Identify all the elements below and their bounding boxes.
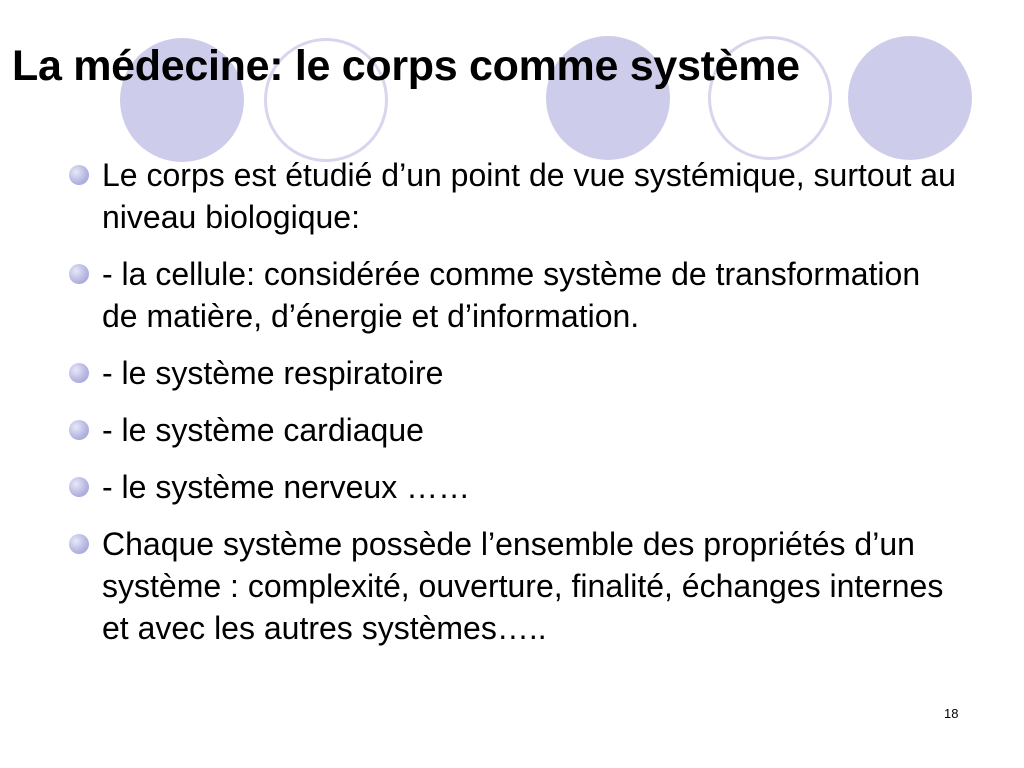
bullet-item [0,523,1024,649]
bullet-item [0,253,1024,337]
bullet-dot-icon [69,534,89,554]
bullet-text: - la cellule: considérée comme système de transformation de matière, d’énergie et d’information. [102,256,921,334]
bullet-dot-icon [69,363,89,383]
bullet-item [0,154,1024,238]
bullet-dot-icon [69,264,89,284]
slide-title: La médecine: le corps comme système [12,42,800,90]
bullet-dot-icon [69,420,89,440]
bullet-text: Le corps est étudié d’un point de vue systémique, surtout au niveau biologique: [102,157,956,235]
bullet-item [0,409,1024,451]
bullet-text: - le système cardiaque [102,412,424,448]
bullet-item [0,466,1024,508]
bullet-text: Chaque système possède l’ensemble des propriétés d’un système : complexité, ouverture, finalité, échanges internes et avec les autres systèmes….. [102,526,944,646]
page-number: 18 [944,706,959,721]
decorative-circle-3 [848,36,972,160]
bullet-item [0,352,1024,394]
bullet-list [0,154,1024,664]
bullet-dot-icon [69,165,89,185]
bullet-text: - le système respiratoire [102,355,444,391]
bullet-dot-icon [69,477,89,497]
bullet-text: - le système nerveux …… [102,469,471,505]
